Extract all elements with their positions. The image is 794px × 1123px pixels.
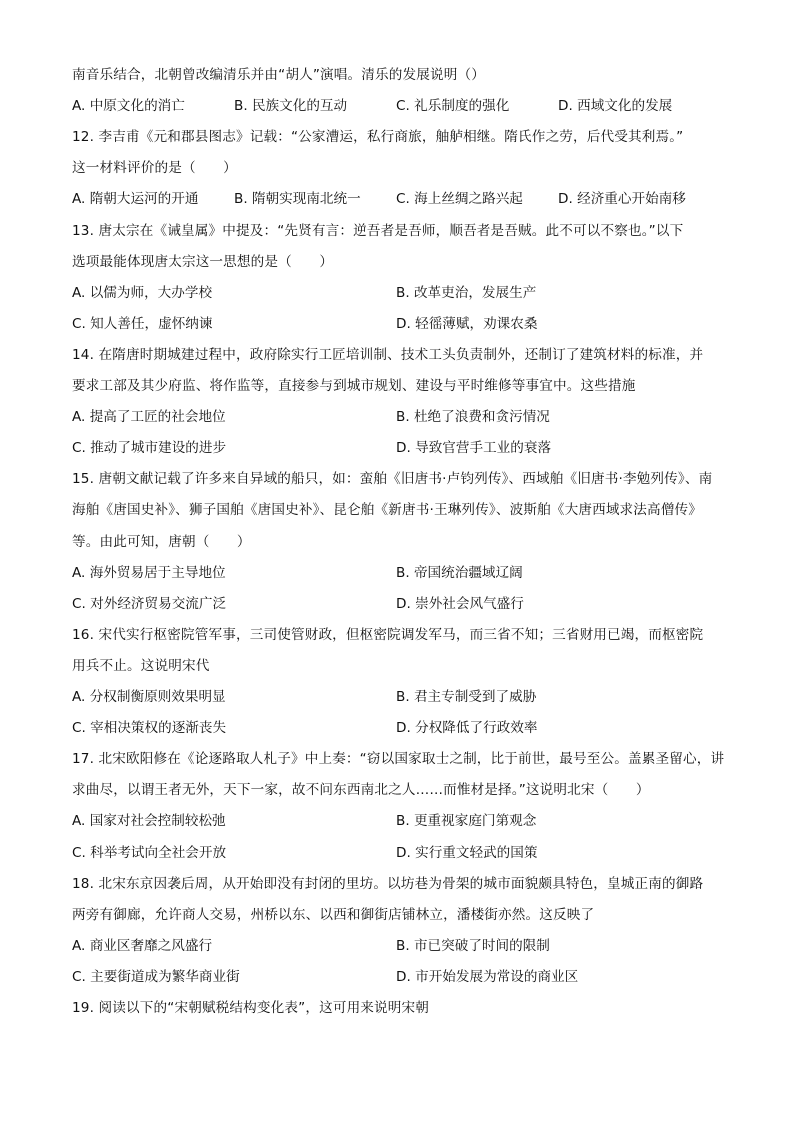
option-item: B. 改革吏治，发展生产 (396, 284, 537, 301)
option-row (72, 812, 732, 830)
option-item: D. 轻徭薄赋，劝课农桑 (396, 315, 538, 332)
option-item: A. 以儒为师，大办学校 (72, 284, 213, 301)
option-item: C. 主要街道成为繁华商业街 (72, 968, 240, 985)
question-stem-line: 15. 唐朝文献记载了许多来自异域的船只，如：蛮舶《旧唐书·卢钧列传》、西域舶《旧唐书·李勉列传》、南 (72, 471, 713, 488)
option-item: D. 实行重文轻武的国策 (396, 844, 538, 861)
question-stem-line: 求曲尽，以谓王者无外，天下一家，故不问东西南北之人……而惟材是择。”这说明北宋（ ） (72, 782, 650, 799)
question-stem-line: 南音乐结合，北朝曾改编清乐并由“胡人”演唱。清乐的发展说明（） (72, 67, 485, 83)
question-stem-line: 海舶《唐国史补》、狮子国舶《唐国史补》、昆仑舶《新唐书·王琳列传》、波斯舶《大唐西域求法高僧传》 (72, 502, 703, 519)
option-item: D. 西域文化的发展 (558, 98, 673, 115)
option-item: D. 市开始发展为常设的商业区 (396, 968, 579, 985)
option-item: B. 隋朝实现南北统一 (234, 191, 361, 208)
option-item: C. 科举考试向全社会开放 (72, 844, 227, 861)
option-item: C. 推动了城市建设的进步 (72, 440, 227, 457)
option-item: A. 商业区奢靡之风盛行 (72, 937, 213, 954)
question-stem-line: 13. 唐太宗在《诫皇属》中提及：“先贤有言：逆吾者是吾师，顺吾者是吾贼。此不可以不察也。”以下 (72, 222, 684, 239)
option-item: B. 市已突破了时间的限制 (396, 937, 550, 954)
option-row (72, 190, 732, 208)
option-item: A. 分权制衡原则效果明显 (72, 689, 226, 705)
option-item: C. 礼乐制度的强化 (396, 98, 510, 115)
question-stem-line: 这一材料评价的是（ ） (72, 160, 237, 177)
question-stem-line: 两旁有御廊，允许商人交易，州桥以东、以西和御街店铺林立，潘楼街亦然。这反映了 (72, 906, 595, 923)
question-stem-line: 要求工部及其少府监、将作监等，直接参与到城市规划、建设与平时维修等事宜中。这些措施 (72, 378, 636, 394)
option-row (72, 284, 732, 302)
option-item: A. 隋朝大运河的开通 (72, 191, 199, 208)
option-row (72, 844, 732, 862)
option-row (72, 688, 732, 706)
option-row (72, 97, 732, 115)
option-item: B. 帝国统治疆域辽阔 (396, 564, 523, 581)
option-item: D. 导致官营手工业的衰落 (396, 440, 552, 457)
question-stem-line: 12. 李吉甫《元和郡县图志》记载：“公家漕运，私行商旅，舳舻相继。隋氏作之劳，后代受其利焉。” (72, 129, 684, 146)
option-item: A. 提高了工匠的社会地位 (72, 409, 226, 426)
option-row (72, 719, 732, 737)
option-item: A. 国家对社会控制较松弛 (72, 813, 226, 830)
option-item: D. 经济重心开始南移 (558, 191, 686, 208)
option-item: A. 中原文化的消亡 (72, 98, 185, 115)
option-row (72, 408, 732, 426)
question-stem-line: 16. 宋代实行枢密院管军事，三司使管财政，但枢密院调发军马，而三省不知；三省财用已竭，而枢密院 (72, 626, 704, 643)
option-item: C. 知人善任，虚怀纳谏 (72, 315, 213, 332)
option-item: B. 君主专制受到了威胁 (396, 689, 537, 705)
option-item: D. 崇外社会风气盛行 (396, 595, 524, 612)
question-stem-line: 用兵不止。这说明宋代 (72, 657, 210, 674)
option-row (72, 595, 732, 613)
option-row (72, 937, 732, 955)
option-item: A. 海外贸易居于主导地位 (72, 564, 226, 581)
option-item: B. 更重视家庭门第观念 (396, 813, 537, 830)
option-item: B. 民族文化的互动 (234, 98, 348, 115)
option-row (72, 968, 732, 986)
question-stem-line: 14. 在隋唐时期城建过程中，政府除实行工匠培训制、技术工头负责制外，还制订了建筑材料的标准，并 (72, 346, 704, 363)
question-stem-line: 18. 北宋东京因袭后周，从开始即没有封闭的里坊。以坊巷为骨架的城市面貌颇具特色，皇城正南的御路 (72, 875, 704, 892)
option-row (72, 439, 732, 457)
option-item: C. 宰相决策权的逐渐丧失 (72, 720, 227, 737)
question-stem-line: 选项最能体现唐太宗这一思想的是（ ） (72, 253, 334, 270)
question-stem-line: 等。由此可知，唐朝（ ） (72, 533, 251, 550)
option-item: C. 对外经济贸易交流广泛 (72, 595, 227, 612)
question-stem-line: 17. 北宋欧阳修在《论逐路取人札子》中上奏：“窃以国家取士之制，比于前世，最号至公。盖累圣留心，讲 (72, 751, 725, 768)
question-stem-line: 19. 阅读以下的“宋朝赋税结构变化表”，这可用来说明宋朝 (72, 1000, 430, 1016)
option-item: C. 海上丝绸之路兴起 (396, 191, 523, 208)
option-item: D. 分权降低了行政效率 (396, 720, 538, 737)
option-row (72, 564, 732, 582)
option-item: B. 杜绝了浪费和贪污情况 (396, 409, 550, 426)
option-row (72, 315, 732, 333)
